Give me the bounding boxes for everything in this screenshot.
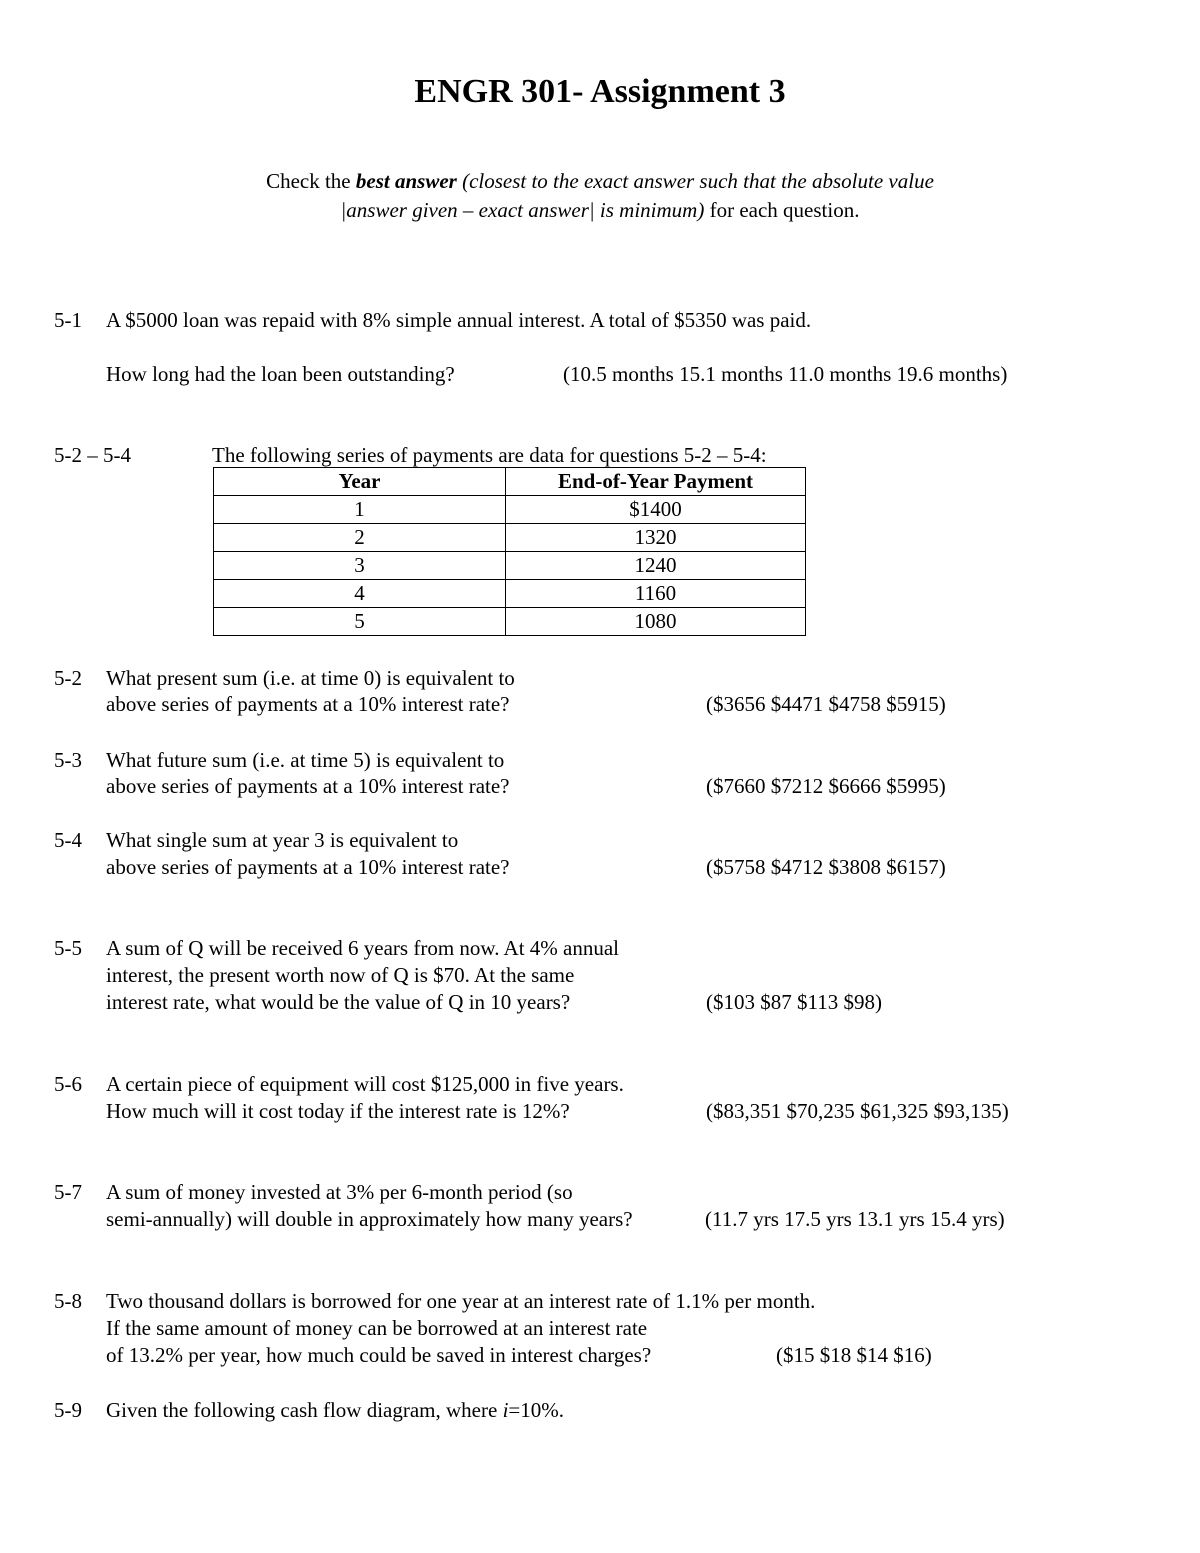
table-row <box>214 608 806 636</box>
table-cell-year: 1 <box>214 496 506 524</box>
table-cell-year: 5 <box>214 608 506 636</box>
table-cell-year: 2 <box>214 524 506 552</box>
q5-3-line-1: What future sum (i.e. at time 5) is equivalent to <box>106 748 505 772</box>
q5-8-line-3: of 13.2% per year, how much could be saved in interest charges? <box>106 1343 652 1367</box>
table-cell-year: 4 <box>214 580 506 608</box>
q5-2-4-intro-text: The following series of payments are data for questions 5-2 – 5-4: <box>212 443 767 467</box>
table-cell-year: 3 <box>214 552 506 580</box>
q5-6-number: 5-6 <box>54 1072 82 1096</box>
table-header-payment: End-of-Year Payment <box>506 468 806 496</box>
q5-2-number: 5-2 <box>54 666 82 690</box>
q5-9-text-after: =10%. <box>508 1398 564 1422</box>
q5-2-line-1: What present sum (i.e. at time 0) is equivalent to <box>106 666 515 690</box>
table-row <box>214 580 806 608</box>
q5-5-line-2: interest, the present worth now of Q is $70. At the same <box>106 963 575 987</box>
q5-4-line-2: above series of payments at a 10% interest rate? <box>106 855 510 879</box>
q5-4-line-1: What single sum at year 3 is equivalent to <box>106 828 459 852</box>
page-title: ENGR 301- Assignment 3 <box>414 73 786 110</box>
q5-8-line-1: Two thousand dollars is borrowed for one year at an interest rate of 1.1% per month. <box>106 1289 816 1313</box>
q5-7-line-1: A sum of money invested at 3% per 6-month period (so <box>106 1180 573 1204</box>
q5-9-text-before: Given the following cash flow diagram, where <box>106 1398 498 1422</box>
payment-table <box>213 467 806 636</box>
q5-5-number: 5-5 <box>54 936 82 960</box>
q5-6-line-1: A certain piece of equipment will cost $125,000 in five years. <box>106 1072 624 1096</box>
table-cell-payment: $1400 <box>506 496 806 524</box>
q5-4-number: 5-4 <box>54 828 82 852</box>
instructions-best-answer: best answer <box>355 169 457 193</box>
q5-7-line-2: semi-annually) will double in approximately how many years? <box>106 1207 633 1231</box>
q5-1-question: How long had the loan been outstanding? <box>106 362 455 386</box>
instructions-line2-rest: for each question. <box>709 198 860 222</box>
table-cell-payment: 1320 <box>506 524 806 552</box>
q5-8-line-2: If the same amount of money can be borrowed at an interest rate <box>106 1316 648 1340</box>
q5-6-choices: ($83,351 $70,235 $61,325 $93,135) <box>706 1099 1009 1123</box>
q5-7-number: 5-7 <box>54 1180 82 1204</box>
q5-3-line-2: above series of payments at a 10% interest rate? <box>106 774 510 798</box>
q5-1-text: A $5000 loan was repaid with 8% simple annual interest. A total of $5350 was paid. <box>106 308 812 332</box>
q5-8-choices: ($15 $18 $14 $16) <box>776 1343 932 1367</box>
table-cell-payment: 1080 <box>506 608 806 636</box>
instructions-line-1 <box>0 171 1200 192</box>
q5-8-number: 5-8 <box>54 1289 82 1313</box>
instructions-check-the: Check the <box>266 169 351 193</box>
instructions-line2-italic: |answer given – exact answer| is minimum) <box>340 198 705 222</box>
table-row <box>214 496 806 524</box>
q5-9-text <box>106 1400 564 1421</box>
instructions-line1-rest: (closest to the exact answer such that the absolute value <box>462 169 934 193</box>
q5-2-choices: ($3656 $4471 $4758 $5915) <box>706 692 946 716</box>
table-row <box>214 524 806 552</box>
q5-1-choices: (10.5 months 15.1 months 11.0 months 19.6 months) <box>563 362 1008 386</box>
q5-5-choices: ($103 $87 $113 $98) <box>706 990 882 1014</box>
q5-7-choices: (11.7 yrs 17.5 yrs 13.1 yrs 15.4 yrs) <box>705 1207 1005 1231</box>
table-header-row <box>214 468 806 496</box>
q5-9-number: 5-9 <box>54 1398 82 1422</box>
table-header-year: Year <box>214 468 506 496</box>
q5-6-line-2: How much will it cost today if the interest rate is 12%? <box>106 1099 570 1123</box>
q5-5-line-3: interest rate, what would be the value of Q in 10 years? <box>106 990 571 1014</box>
q5-4-choices: ($5758 $4712 $3808 $6157) <box>706 855 946 879</box>
table-cell-payment: 1240 <box>506 552 806 580</box>
table-row <box>214 552 806 580</box>
table-cell-payment: 1160 <box>506 580 806 608</box>
q5-2-4-number: 5-2 – 5-4 <box>54 443 131 467</box>
q5-3-choices: ($7660 $7212 $6666 $5995) <box>706 774 946 798</box>
q5-5-line-1: A sum of Q will be received 6 years from now. At 4% annual <box>106 936 620 960</box>
q5-9-variable: i <box>502 1398 509 1422</box>
q5-3-number: 5-3 <box>54 748 82 772</box>
instructions-line-2 <box>0 200 1200 221</box>
q5-1-number: 5-1 <box>54 308 82 332</box>
q5-2-line-2: above series of payments at a 10% interest rate? <box>106 692 510 716</box>
